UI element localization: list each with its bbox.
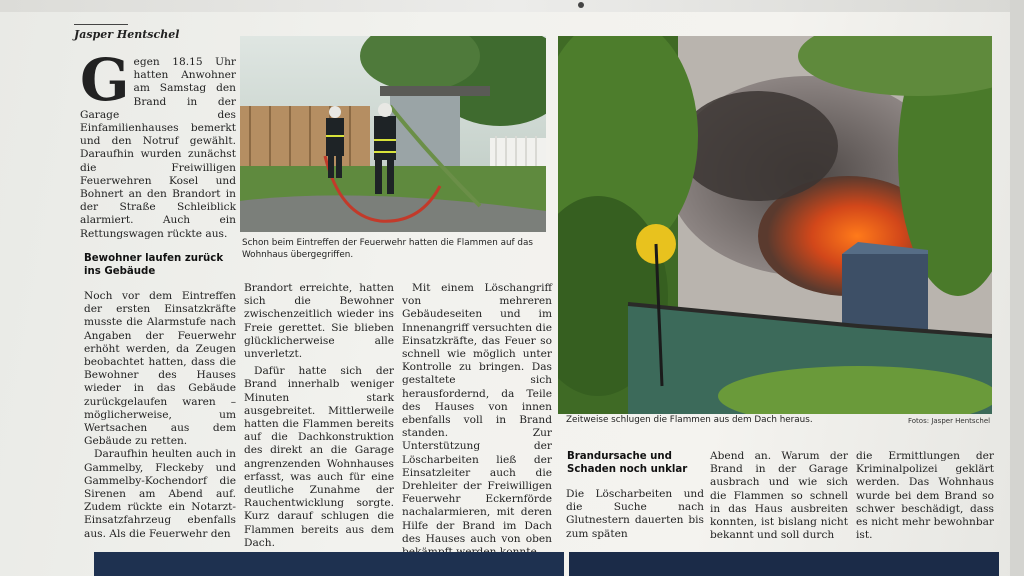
device-top-bar: [0, 0, 1024, 12]
column-4: [566, 488, 704, 541]
newspaper-page: [14, 14, 1010, 576]
paragraph: Noch vor dem Eintreffen der ersten Einsatzkräfte musste die Alarmstufe nach Angaben der Feuerwehr erhöht werden, da Zeugen beobachtet hatten, dass die Bewohner des Hauses wieder in das Gebäude zurückgelaufen waren – möglicherweise, um Wertsachen aus dem Gebäude zu retten.: [84, 290, 236, 448]
column-2: [244, 282, 394, 550]
next-article-banner-left: [94, 552, 564, 576]
column-1: [84, 290, 236, 541]
byline-rule: [74, 24, 128, 25]
photo-firefighters: [240, 36, 546, 232]
photo-caption-2: Zeitweise schlugen die Flammen aus dem Dach heraus.: [566, 415, 813, 425]
column-3: [402, 282, 552, 559]
photo-house-fire: [558, 36, 992, 414]
drop-cap: G: [80, 46, 130, 114]
photo-caption-1: Schon beim Eintreffen der Feuerwehr hatten die Flammen auf das Wohnhaus übergegriffen.: [242, 238, 533, 260]
column-5: [710, 450, 848, 542]
paragraph: Abend an. Warum der Brand in der Garage ausbrach und wie sich die Flammen so schnell in das Haus ausbreiten konnten, ist bislang nicht bekannt und soll durch: [710, 450, 848, 542]
device-right-bezel: [1010, 0, 1024, 576]
intro-text: egen 18.15 Uhr hatten Anwohner am Samstag den Brand in der Garage des Einfamilienhauses bemerkt und den Notruf gewählt. Daraufhin wurden zunächst die Freiwilligen Feuerwehren Kosel und Bohnert an den Brandort in der Straße Schleiblick alarmiert. Auch ein Rettungswagen rückte aus.: [80, 56, 236, 240]
paragraph: Dafür hatte sich der Brand innerhalb weniger Minuten stark ausgebreitet. Mittlerweile hatten die Flammen bereits auf die Dachkonstruktion des direkt an die Garage angrenzenden Wohnhauses erfasst, was auch für eine deutliche Zunahme der Rauchentwicklung sorgte. Kurz darauf schlugen die Flammen bereits aus dem Dach.: [244, 365, 394, 549]
subhead-cause: Brandursache und Schaden noch unklar: [567, 451, 688, 475]
paragraph: Die Löscharbeiten und die Suche nach Glutnestern dauerten bis zum späten: [566, 488, 704, 540]
intro-column: [80, 46, 236, 241]
camera-dot: [578, 2, 584, 8]
author-byline: Jasper Hentschel: [74, 28, 180, 41]
next-article-banner-right: [569, 552, 999, 576]
photo-credit: Fotos: Jasper Hentschel: [908, 417, 991, 425]
paragraph: Brandort erreichte, hatten sich die Bewohner zwischenzeitlich wieder ins Freie gerettet. Sie blieben glücklicherweise alle unverletzt.: [244, 282, 394, 361]
paragraph: die Ermittlungen der Kriminalpolizei geklärt werden. Das Wohnhaus wurde bei dem Brand so schwer beschädigt, dass es nicht mehr bewohnbar ist.: [856, 450, 994, 542]
subhead-residents: Bewohner laufen zurück ins Gebäude: [84, 253, 224, 277]
paragraph: Mit einem Löschangriff von mehreren Gebäudeseiten und im Innenangriff versuchten die Einsatzkräfte, das Feuer so schnell wie möglich unter Kontrolle zu bringen. Das gestaltete sich herausfordernd, da Teile des Hauses von innen ebenfalls voll in Brand standen. Zur Unterstützung der Löscharbeiten ließ der Einsatzleiter auch die Drehleiter der Freiwilligen Feuerwehr Eckernförde nachalarmieren, mit deren Hilfe der Brand im Dach des Hauses auch von oben: [402, 282, 552, 545]
paragraph: Daraufhin heulten auch in Gammelby, Fleckeby und Gammelby-Kochendorf die Sirenen am Abend auf. Zudem rückte ein Notarzt-Einsatzfahrzeug ebenfalls aus. Als die Feuerwehr den: [84, 448, 236, 540]
column-6: [856, 450, 994, 542]
